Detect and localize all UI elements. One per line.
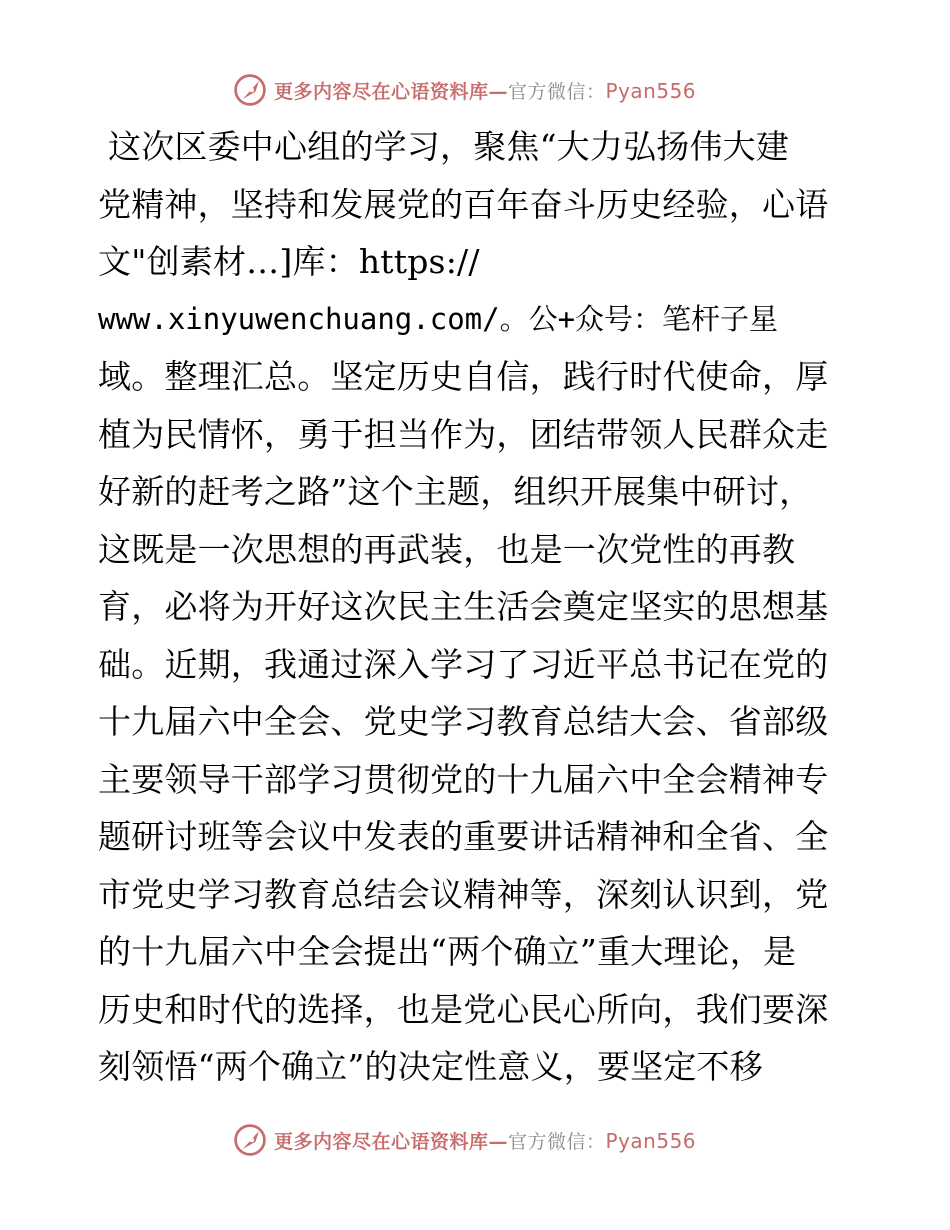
- body-line: 的十九届六中全会提出“两个确立”重大理论，是: [98, 932, 797, 971]
- body-line: 历史和时代的选择，也是党心民心所向，我们要深: [98, 989, 829, 1029]
- pen-nib-circle-logo-icon: [232, 1122, 268, 1158]
- header-wechat-label: 官方微信：: [508, 80, 606, 103]
- header-wechat-account: Pyan556: [605, 78, 697, 103]
- body-line: 市党史学习教育总结会议精神等，深刻认识到，党: [98, 874, 829, 914]
- body-line: 好新的赶考之路”这个主题，组织开展集中研讨，: [98, 472, 813, 511]
- body-line: 刻领悟“两个确立”的决定性意义，要坚定不移: [98, 1047, 763, 1086]
- body-line: 党精神，坚持和发展党的百年奋斗历史经验，心语: [98, 184, 829, 224]
- body-line: 这次区委中心组的学习，聚焦“大力弘扬伟大建: [108, 127, 790, 166]
- header-watermark-banner: [232, 70, 696, 110]
- body-line: 题研讨班等会议中发表的重要讲话精神和全省、全: [98, 817, 829, 856]
- footer-site-text: 更多内容尽在心语资料库: [274, 1130, 489, 1153]
- footer-wechat-label: 官方微信：: [508, 1130, 606, 1153]
- footer-dash: —: [488, 1130, 509, 1153]
- pen-nib-circle-logo-icon: [232, 72, 268, 108]
- body-line: 础。近期，我通过深入学习了习近平总书记在党的: [98, 644, 829, 684]
- body-line: 域。整理汇总。坚定历史自信，践行时代使命，厚: [98, 357, 829, 396]
- header-dash: —: [488, 80, 509, 103]
- footer-watermark-banner: [232, 1120, 696, 1160]
- body-line: 植为民情怀，勇于担当作为，团结带领人民群众走: [98, 414, 829, 454]
- body-line: 育，必将为开好这次民主生活会奠定坚实的思想基: [98, 587, 829, 626]
- body-line: 文"创素材…]库：https://: [98, 242, 480, 281]
- footer-banner-text: [274, 1127, 696, 1154]
- body-line: 主要领导干部学习贯彻党的十九届六中全会精神专: [98, 759, 829, 799]
- body-line: 十九届六中全会、党史学习教育总结大会、省部级: [98, 702, 829, 741]
- body-line-url: www.xinyuwenchuang.com/。公+众号：笔杆子星: [98, 301, 779, 336]
- body-line: 这既是一次思想的再武装，也是一次党性的再教: [98, 529, 796, 569]
- header-banner-text: [274, 77, 696, 104]
- header-site-text: 更多内容尽在心语资料库: [274, 80, 489, 103]
- document-body: [98, 118, 850, 1096]
- footer-wechat-account: Pyan556: [605, 1128, 697, 1153]
